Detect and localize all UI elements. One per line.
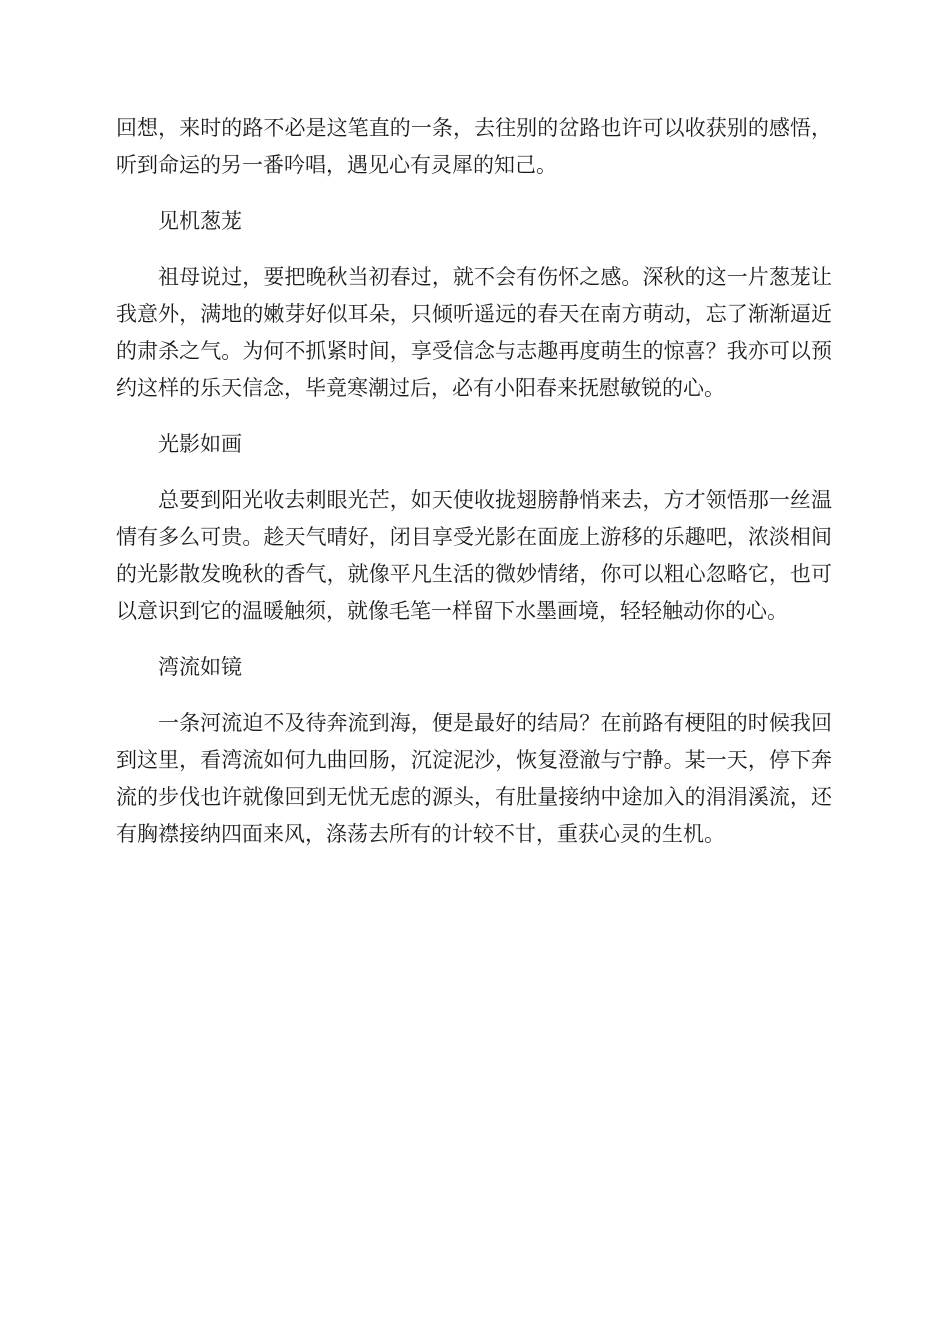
paragraph-section-3: 一条河流迫不及待奔流到海，便是最好的结局？在前路有梗阻的时候我回到这里，看湾流如何九曲回肠，沉淀泥沙，恢复澄澈与宁静。某一天，停下奔流的步伐也许就像回到无忧无虑的源头，有肚量接纳中途加入的涓涓溪流，还有胸襟接纳四面来风，涤荡去所有的计较不甘，重获心灵的生机。 bbox=[116, 711, 832, 846]
paragraph-section-1: 祖母说过，要把晚秋当初春过，就不会有伤怀之感。深秋的这一片葱茏让我意外，满地的嫩芽好似耳朵，只倾听遥远的春天在南方萌动，忘了渐渐逼近的肃杀之气。为何不抓紧时间，享受信念与志趣再度萌生的惊喜？我亦可以预约这样的乐天信念，毕竟寒潮过后，必有小阳春来抚慰敏锐的心。 bbox=[116, 265, 832, 400]
section-heading-1: 见机葱茏 bbox=[158, 209, 242, 233]
paragraph-section-2: 总要到阳光收去刺眼光芒，如天使收拢翅膀静悄来去，方才领悟那一丝温情有多么可贵。趁天气晴好，闭目享受光影在面庞上游移的乐趣吧，浓淡相间的光影散发晚秋的香气，就像平凡生活的微妙情绪，你可以粗心忽略它，也可以意识到它的温暖触须，就像毛笔一样留下水墨画境，轻轻触动你的心。 bbox=[116, 488, 832, 623]
paragraph-intro: 回想，来时的路不必是这笔直的一条，去往别的岔路也许可以收获别的感悟，听到命运的另一番吟唱，遇见心有灵犀的知己。 bbox=[116, 116, 832, 177]
section-heading-3: 湾流如镜 bbox=[158, 655, 242, 679]
section-heading-2: 光影如画 bbox=[158, 432, 242, 456]
document-page bbox=[116, 110, 832, 872]
